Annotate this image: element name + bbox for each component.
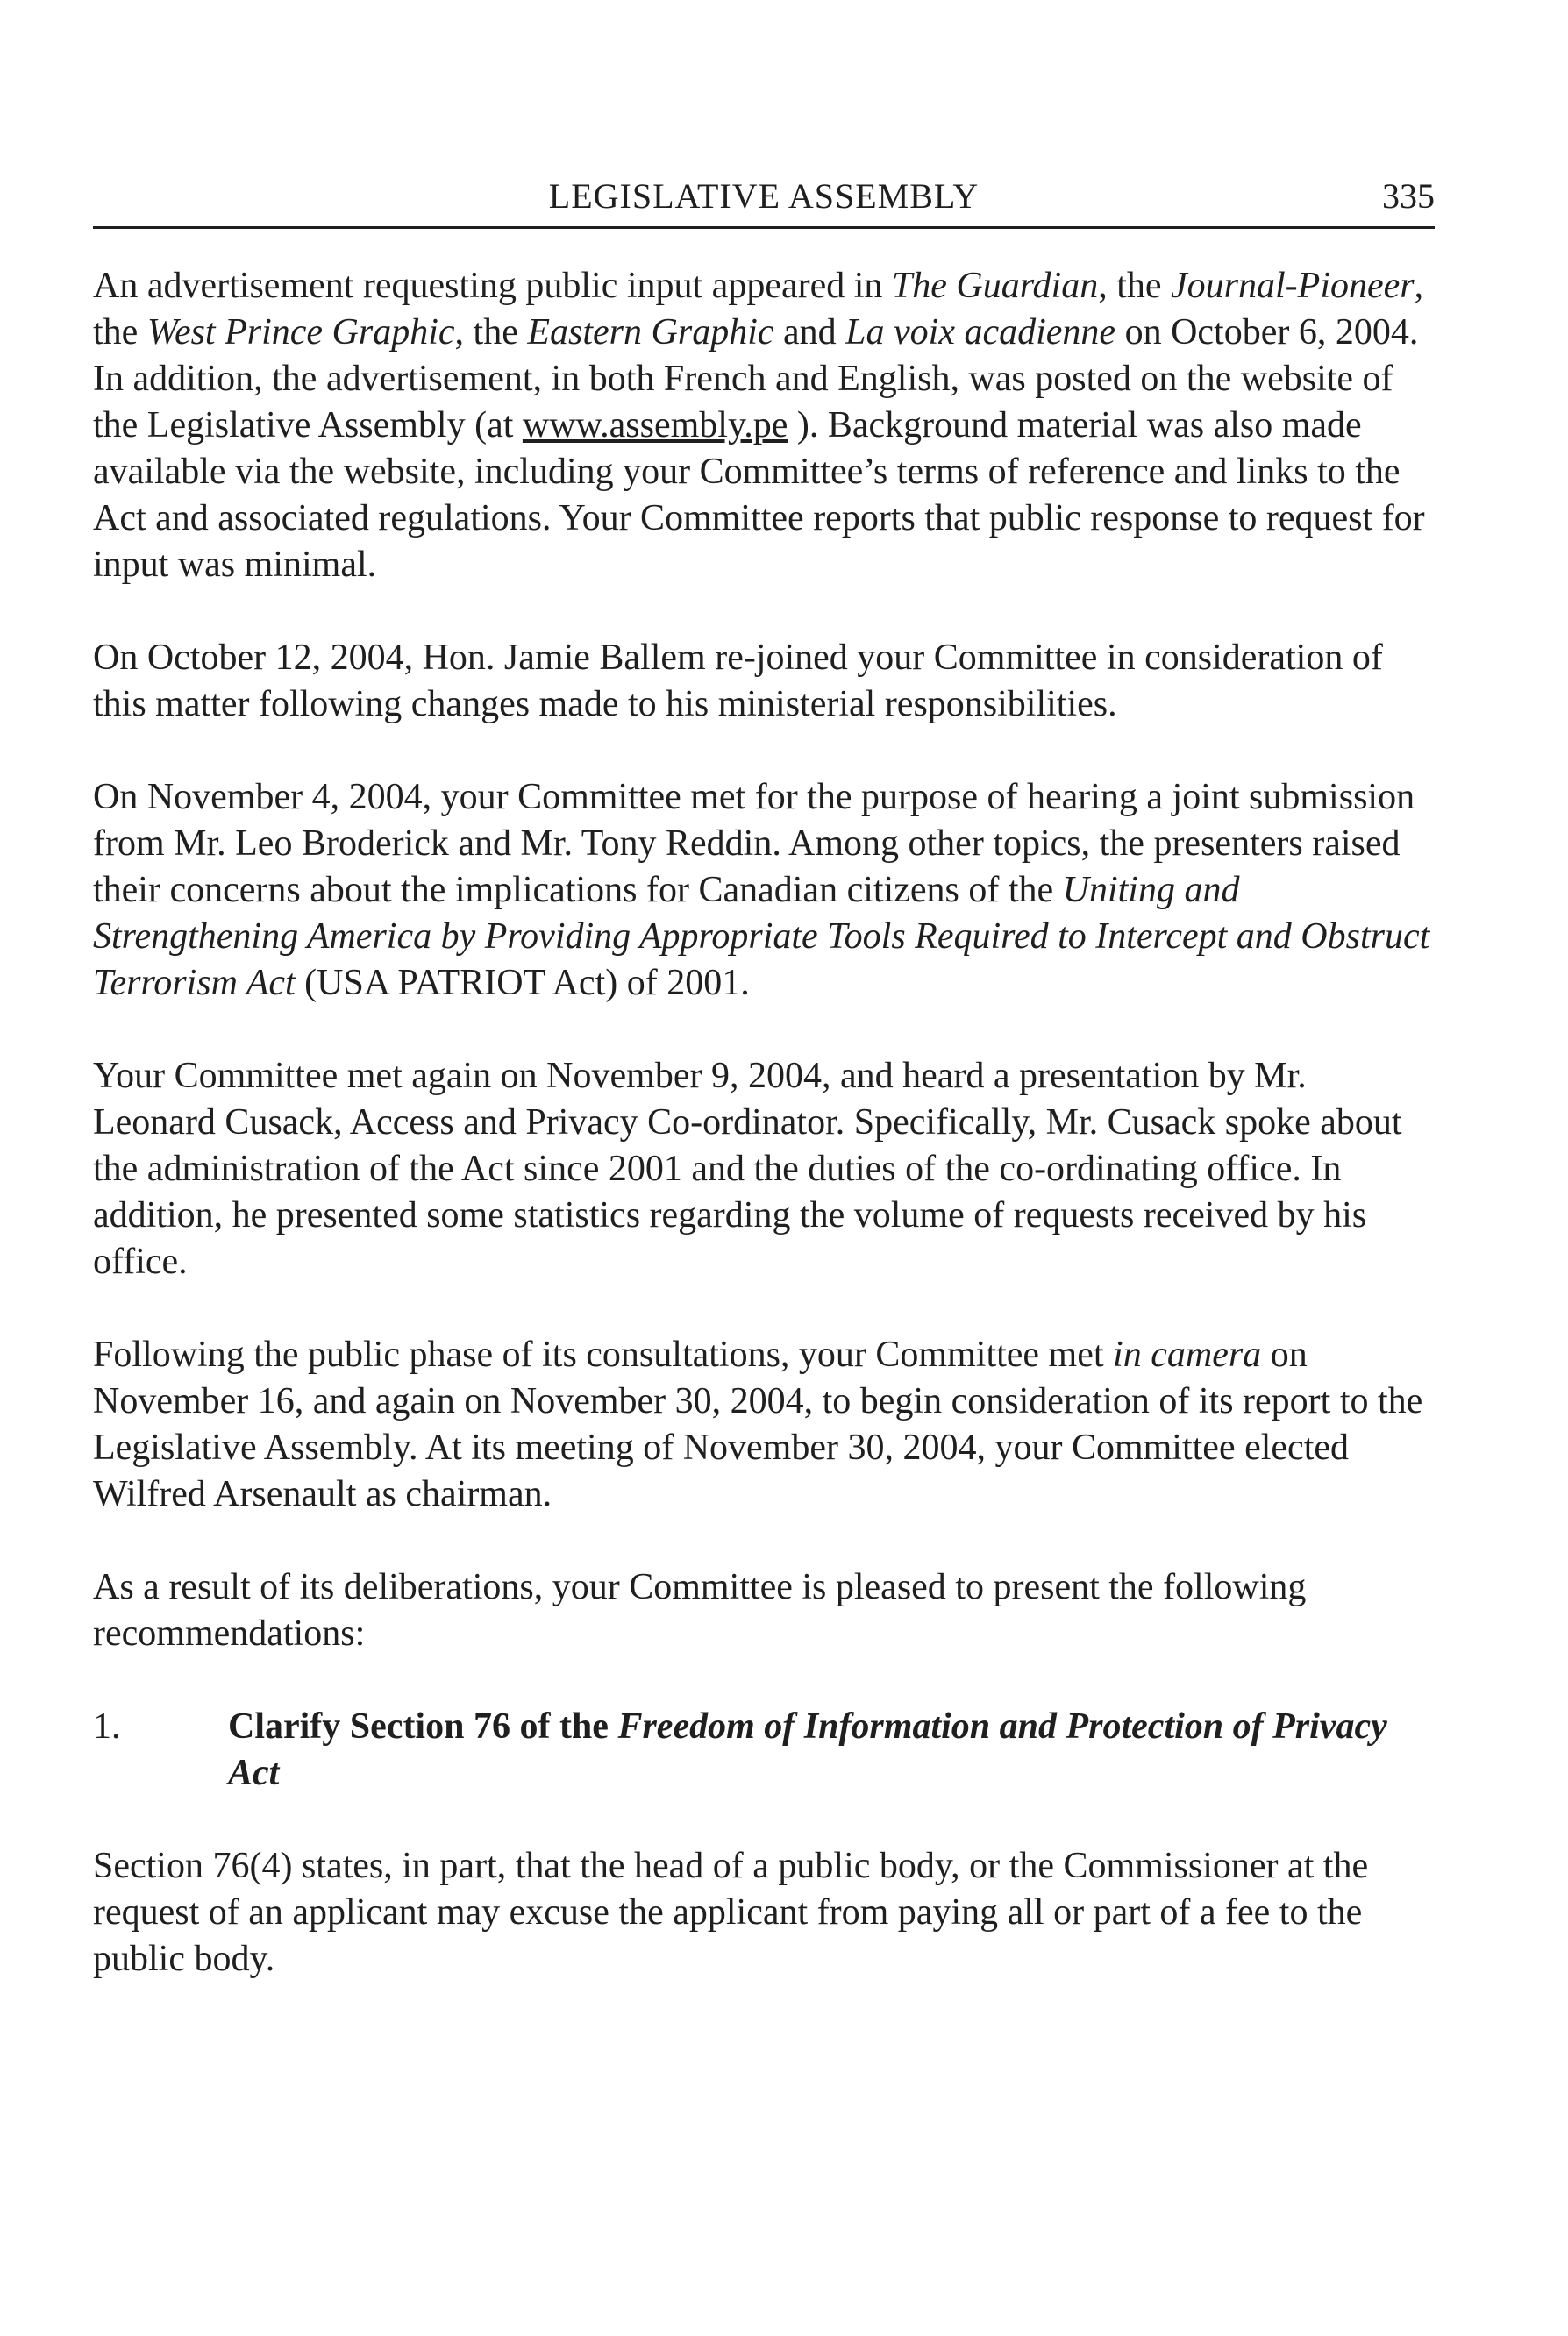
publication-journal-pioneer: Journal-Pioneer	[1171, 266, 1415, 306]
usa-patriot-act-title: Uniting and Strengthening America by Providing Appropriate Tools Required to Intercept and Obstruct Terrorism Act	[93, 870, 1430, 1003]
paragraph-joint-submission	[93, 774, 1435, 1007]
document-body	[93, 263, 1435, 2029]
paragraph-section-76: Section 76(4) states, in part, that the head of a public body, or the Commissioner at the request of an applicant may excuse the applicant from paying all or part of a fee to the public body.	[93, 1846, 1369, 1979]
recommendation-title-text: Clarify Section 76 of the	[228, 1706, 618, 1747]
publication-la-voix-acadienne: La voix acadienne	[845, 312, 1116, 353]
publication-eastern-graphic: Eastern Graphic	[527, 312, 774, 353]
publication-west-prince-graphic: West Prince Graphic	[146, 312, 455, 353]
paragraph-advertisement-text-4: , the	[454, 312, 528, 353]
document-page	[93, 0, 1435, 2336]
recommendation-number: 1.	[93, 1706, 121, 1747]
paragraph-joint-submission-text-2: (USA PATRIOT Act) of 2001.	[295, 963, 750, 1003]
paragraph-advertisement-text-5: and	[773, 312, 846, 353]
paragraph-ballem: On October 12, 2004, Hon. Jamie Ballem re-joined your Committee in consideration of this matter following changes made to his ministerial responsibilities.	[93, 637, 1383, 724]
paragraph-advertisement-text-1: An advertisement requesting public input appeared in	[93, 266, 892, 306]
running-header	[93, 172, 1435, 229]
assembly-website-link[interactable]: www.assembly.pe	[522, 405, 788, 445]
paragraph-cusack: Your Committee met again on November 9, 2004, and heard a presentation by Mr. Leonard Cusack, Access and Privacy Co-ordinator. Specifically, Mr. Cusack spoke about the administration of the Act since 2001 and the duties of the co-ordinating office. In addition, he presented some statistics regarding the volume of requests received by his office.	[93, 1056, 1402, 1282]
paragraph-in-camera-text-1: Following the public phase of its consultations, your Committee met	[93, 1335, 1114, 1375]
paragraph-advertisement-text-3: , the	[93, 266, 1424, 353]
in-camera-text: in camera	[1113, 1335, 1262, 1375]
paragraph-joint-submission-text-1: On November 4, 2004, your Committee met for the purpose of hearing a joint submission from Mr. Leo Broderick and Mr. Tony Reddin. Among other topics, the presenters raised their concerns about the implications for Canadian citizens of the	[93, 777, 1415, 910]
paragraph-recommendations-intro: As a result of its deliberations, your Committee is pleased to present the following recommendations:	[93, 1567, 1307, 1654]
paragraph-in-camera-text-2: on November 16, and again on November 30, 2004, to begin consideration of its report to the Legislative Assembly. At its meeting of November 30, 2004, your Committee elected Wilfred Arsenault as chairman.	[93, 1335, 1423, 1514]
running-title: LEGISLATIVE ASSEMBLY	[548, 176, 980, 216]
recommendation-title	[228, 1704, 1435, 1797]
paragraph-advertisement-text-2: , the	[1098, 266, 1172, 306]
paragraph-advertisement-text-7: ). Background material was also made available via the website, including your Committee’s terms of reference and links to the Act and associated regulations. Your Committee reports that public response to request for input was minimal.	[93, 405, 1425, 585]
recommendation-act-title: Freedom of Information and Protection of Privacy Act	[228, 1706, 1387, 1793]
paragraph-advertisement	[93, 263, 1435, 588]
paragraph-advertisement-text-6: on October 6, 2004. In addition, the advertisement, in both French and English, was posted on the website of the Legislative Assembly (at	[93, 312, 1419, 445]
publication-guardian: The Guardian	[891, 266, 1099, 306]
recommendation-heading	[93, 1704, 1435, 1797]
paragraph-in-camera	[93, 1332, 1435, 1518]
page-number: 335	[1382, 176, 1435, 216]
